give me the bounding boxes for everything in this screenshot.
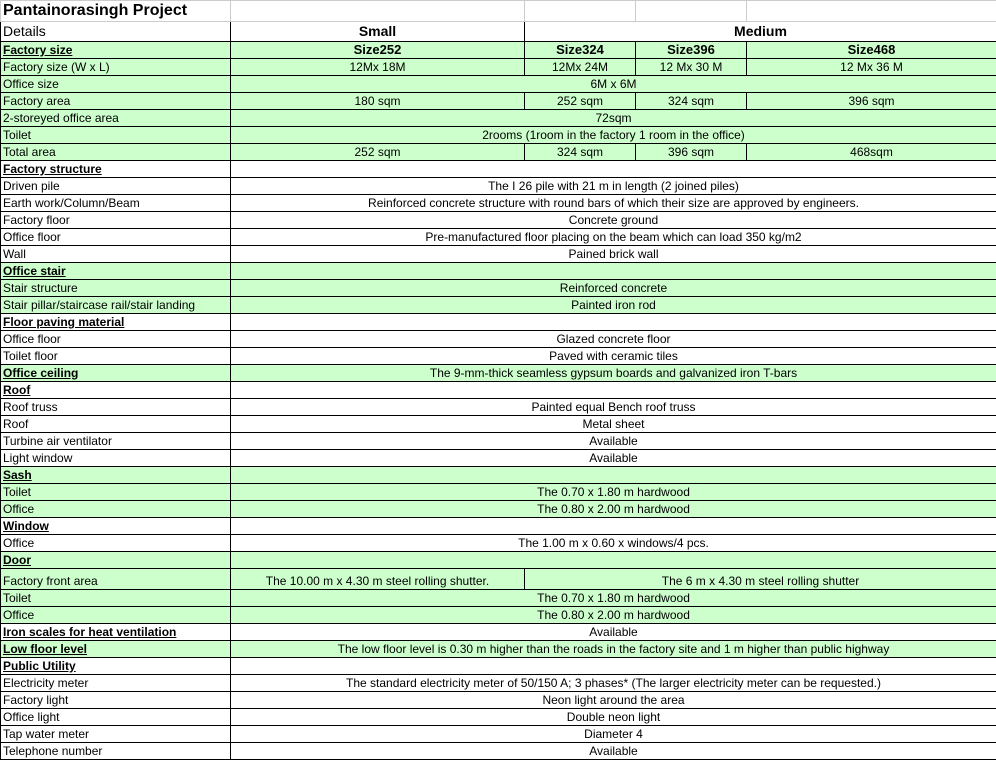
row-label: Light window — [1, 450, 231, 467]
section-row — [1, 641, 996, 658]
row-label: Roof — [1, 416, 231, 433]
project-title: Pantainorasingh Project — [1, 1, 231, 22]
cell-value: Available — [231, 450, 996, 467]
cell-value: The 9-mm-thick seamless gypsum boards and galvanized iron T-bars — [231, 365, 996, 382]
table-row — [1, 501, 996, 518]
cell-value: The 1.00 m x 0.60 x windows/4 pcs. — [231, 535, 996, 552]
size-468: Size468 — [747, 42, 996, 59]
table-row — [1, 110, 996, 127]
row-label: Factory area — [1, 93, 231, 110]
row-label: 2-storeyed office area — [1, 110, 231, 127]
section-row — [1, 161, 996, 178]
size-396: Size396 — [636, 42, 747, 59]
cell-value: Reinforced concrete — [231, 280, 996, 297]
cell-value: Pained brick wall — [231, 246, 996, 263]
cell-value: The 0.70 x 1.80 m hardwood — [231, 484, 996, 501]
row-label: Factory floor — [1, 212, 231, 229]
row-label: Roof truss — [1, 399, 231, 416]
table-row — [1, 607, 996, 624]
cell-value: The low floor level is 0.30 m higher than the roads in the factory site and 1 m higher than public highway — [231, 641, 996, 658]
cell-value: 6M x 6M — [231, 76, 996, 93]
table-row — [1, 229, 996, 246]
medium-header: Medium — [525, 22, 996, 42]
row-label: Stair pillar/staircase rail/stair landing — [1, 297, 231, 314]
table-row — [1, 212, 996, 229]
table-row — [1, 127, 996, 144]
row-label: Electricity meter — [1, 675, 231, 692]
section-row — [1, 658, 996, 675]
row-label: Office — [1, 501, 231, 518]
section-row — [1, 314, 996, 331]
table-row — [1, 484, 996, 501]
cell-value: 396 sqm — [636, 144, 747, 161]
cell-value: Available — [231, 743, 996, 760]
small-header: Small — [231, 22, 525, 42]
row-label: Office — [1, 535, 231, 552]
table-row — [1, 144, 996, 161]
table-row — [1, 450, 996, 467]
cell-value: 12Mx 18M — [231, 59, 525, 76]
table-row — [1, 280, 996, 297]
table-row — [1, 726, 996, 743]
section-row — [1, 263, 996, 280]
cell-value: 2rooms (1room in the factory 1 room in the office) — [231, 127, 996, 144]
row-label: Total area — [1, 144, 231, 161]
row-label: Office size — [1, 76, 231, 93]
cell-value: 324 sqm — [636, 93, 747, 110]
row-label: Earth work/Column/Beam — [1, 195, 231, 212]
header-row — [1, 22, 996, 42]
factory-size-row — [1, 42, 996, 59]
row-label: Stair structure — [1, 280, 231, 297]
cell-value: 252 sqm — [525, 93, 636, 110]
size-324: Size324 — [525, 42, 636, 59]
section-row — [1, 552, 996, 569]
section-heading: Office stair — [1, 263, 231, 280]
table-row — [1, 675, 996, 692]
table-row — [1, 76, 996, 93]
table-row — [1, 743, 996, 760]
section-row — [1, 365, 996, 382]
factory-size-label: Factory size — [1, 42, 231, 59]
cell-value: Available — [231, 624, 996, 641]
section-row — [1, 382, 996, 399]
section-heading: Iron scales for heat ventilation — [1, 624, 231, 641]
cell-value: Painted iron rod — [231, 297, 996, 314]
table-row — [1, 195, 996, 212]
section-row — [1, 518, 996, 535]
section-row — [1, 467, 996, 484]
cell-value: 12 Mx 36 M — [747, 59, 996, 76]
section-heading: Factory structure — [1, 161, 231, 178]
cell-value: 180 sqm — [231, 93, 525, 110]
table-row — [1, 569, 996, 590]
table-row — [1, 178, 996, 195]
section-row — [1, 624, 996, 641]
table-row — [1, 348, 996, 365]
row-label: Turbine air ventilator — [1, 433, 231, 450]
cell-value: The 10.00 m x 4.30 m steel rolling shutter. — [231, 569, 525, 590]
row-label: Driven pile — [1, 178, 231, 195]
row-label: Wall — [1, 246, 231, 263]
section-heading: Window — [1, 518, 231, 535]
table-row — [1, 246, 996, 263]
table-row — [1, 416, 996, 433]
row-label: Factory light — [1, 692, 231, 709]
cell-value: Diameter 4 — [231, 726, 996, 743]
table-row — [1, 331, 996, 348]
section-heading: Sash — [1, 467, 231, 484]
title-row — [1, 1, 996, 22]
cell-value: Reinforced concrete structure with round bars of which their size are approved by engineers. — [231, 195, 996, 212]
table-row — [1, 590, 996, 607]
section-heading: Roof — [1, 382, 231, 399]
row-label: Toilet — [1, 484, 231, 501]
cell-value: Paved with ceramic tiles — [231, 348, 996, 365]
section-heading: Door — [1, 552, 231, 569]
cell-value: The 0.80 x 2.00 m hardwood — [231, 607, 996, 624]
cell-value: Concrete ground — [231, 212, 996, 229]
section-heading: Office ceiling — [1, 365, 231, 382]
section-heading: Floor paving material — [1, 314, 231, 331]
table-row — [1, 709, 996, 726]
table-row — [1, 59, 996, 76]
cell-value: 72sqm — [231, 110, 996, 127]
cell-value: 324 sqm — [525, 144, 636, 161]
row-label: Office — [1, 607, 231, 624]
cell-value: Pre-manufactured floor placing on the beam which can load 350 kg/m2 — [231, 229, 996, 246]
section-heading: Public Utility — [1, 658, 231, 675]
row-label: Toilet — [1, 127, 231, 144]
cell-value: The standard electricity meter of 50/150 A; 3 phases* (The larger electricity meter can be requested.) — [231, 675, 996, 692]
cell-value: The 0.70 x 1.80 m hardwood — [231, 590, 996, 607]
cell-value: Painted equal Bench roof truss — [231, 399, 996, 416]
table-row — [1, 692, 996, 709]
cell-value: 252 sqm — [231, 144, 525, 161]
table-row — [1, 93, 996, 110]
table-row — [1, 535, 996, 552]
cell-value: 396 sqm — [747, 93, 996, 110]
size-252: Size252 — [231, 42, 525, 59]
cell-value: Glazed concrete floor — [231, 331, 996, 348]
cell-value: The 0.80 x 2.00 m hardwood — [231, 501, 996, 518]
row-label: Office floor — [1, 229, 231, 246]
table-row — [1, 433, 996, 450]
cell-value: The 6 m x 4.30 m steel rolling shutter — [525, 569, 996, 590]
section-heading: Low floor level — [1, 641, 231, 658]
row-label: Factory size (W x L) — [1, 59, 231, 76]
details-header: Details — [1, 22, 231, 42]
cell-value: 12 Mx 30 M — [636, 59, 747, 76]
row-label: Office floor — [1, 331, 231, 348]
row-label: Telephone number — [1, 743, 231, 760]
row-label: Tap water meter — [1, 726, 231, 743]
row-label: Factory front area — [1, 569, 231, 590]
row-label: Toilet floor — [1, 348, 231, 365]
row-label: Toilet — [1, 590, 231, 607]
table-row — [1, 297, 996, 314]
table-row — [1, 399, 996, 416]
cell-value: Available — [231, 433, 996, 450]
cell-value: 468sqm — [747, 144, 996, 161]
cell-value: The I 26 pile with 21 m in length (2 joined piles) — [231, 178, 996, 195]
cell-value: Neon light around the area — [231, 692, 996, 709]
cell-value: 12Mx 24M — [525, 59, 636, 76]
row-label: Office light — [1, 709, 231, 726]
cell-value: Double neon light — [231, 709, 996, 726]
cell-value: Metal sheet — [231, 416, 996, 433]
